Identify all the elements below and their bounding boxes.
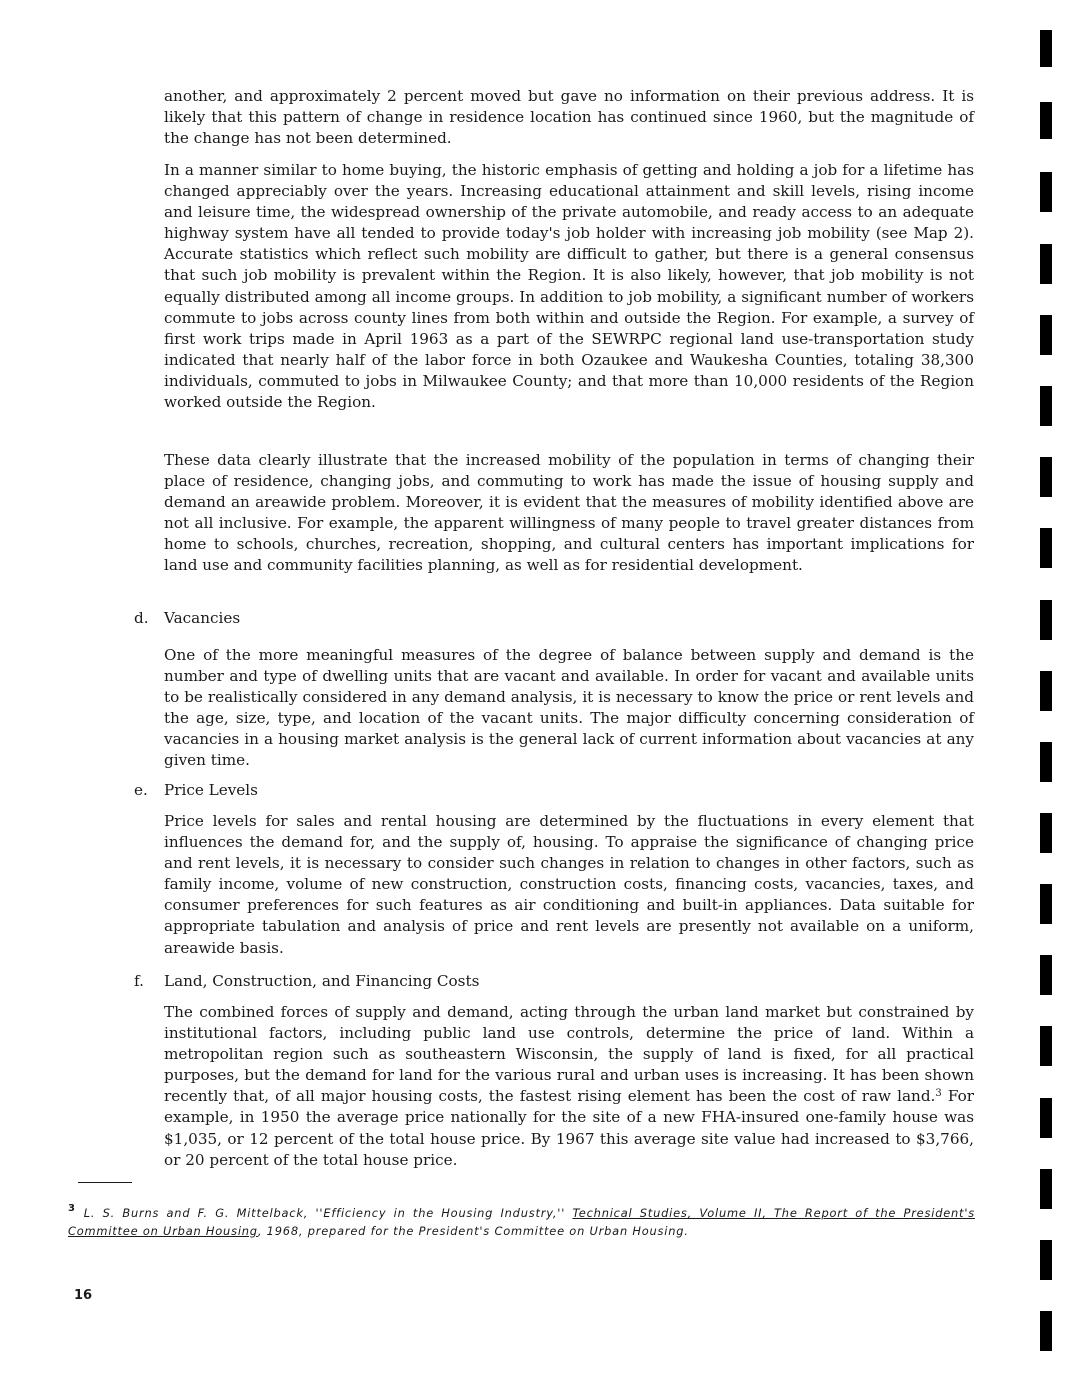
section-title: Land, Construction, and Financing Costs: [164, 972, 480, 990]
section-letter: d.: [134, 609, 149, 627]
scan-mark: [1040, 30, 1052, 67]
scan-mark: [1040, 315, 1052, 355]
page-number: 16: [74, 1288, 93, 1303]
section-heading-price-levels: [134, 780, 258, 801]
land-costs-text-part-1: The combined forces of supply and demand, acting through the urban land market but constrained by institutional factors, including public land use controls, determine the price of land. Within a metropolitan region such as southeastern Wisconsin, the supply of land is fixed, for all practical purposes, but the demand for land for the various rural and urban uses is increasing. It has been shown recently that, of all major housing costs, the fastest rising element has been the cost of raw land.: [164, 1003, 974, 1106]
scan-mark: [1040, 1098, 1052, 1138]
scan-mark: [1040, 742, 1052, 782]
scan-mark: [1040, 457, 1052, 497]
paragraph-land-costs: [164, 1002, 974, 1171]
scan-mark: [1040, 102, 1052, 139]
scan-mark: [1040, 386, 1052, 426]
scan-mark: [1040, 671, 1052, 711]
paragraph-residence-mobility: another, and approximately 2 percent moved but gave no information on their previous address. It is likely that this pattern of change in residence location has continued since 1960, but the magnitude of the change has not been determined.: [164, 87, 974, 148]
land-costs-text-part-2: For example, in 1950 the average price nationally for the site of a new FHA-insured one-family house was $1,035, or 12 percent of the total house price. By 1967 this average site value had increased to $3,766, or 20 percent of the total house price.: [164, 1087, 974, 1169]
scan-mark: [1040, 955, 1052, 995]
footnote-reference: 3: [935, 1088, 942, 1100]
section-title: Price Levels: [164, 781, 258, 799]
section-title: Vacancies: [164, 609, 241, 627]
section-letter: e.: [134, 781, 148, 799]
scan-mark: [1040, 813, 1052, 853]
footnote-number: 3: [68, 1203, 76, 1214]
footnote-text-part-1: L. S. Burns and F. G. Mittelback, ''Efficiency in the Housing Industry,'': [83, 1206, 573, 1220]
paragraph-price-levels: Price levels for sales and rental housing are determined by the fluctuations in every element that influences the demand for, and the supply of, housing. To appraise the significance of changing price and rent levels, it is necessary to consider such changes in relation to changes in other factors, such as family income, volume of new construction, construction costs, financing costs, vacancies, taxes, and consumer preferences for such features as air conditioning and built-in appliances. Data suitable for appropriate tabulation and analysis of price and rent levels are presently not available on a uniform, areawide basis.: [164, 812, 974, 957]
footnote-text-part-2: , 1968, prepared for the President's Committee on Urban Housing.: [257, 1223, 689, 1238]
scan-mark: [1040, 1311, 1052, 1351]
paragraph-areawide-problem: These data clearly illustrate that the increased mobility of the population in terms of changing their place of residence, changing jobs, and commuting to work has made the issue of housing supply and demand an areawide problem. Moreover, it is evident that the measures of mobility identified above are not all inclusive. For example, the apparent willingness of many people to travel greater distances from home to schools, churches, recreation, shopping, and cultural centers has important implications for land use and community facilities planning, as well as for residential development.: [164, 451, 974, 575]
scan-mark: [1040, 528, 1052, 568]
scan-mark: [1040, 1026, 1052, 1066]
scan-mark: [1040, 172, 1052, 212]
section-heading-vacancies: [134, 608, 241, 629]
section-letter: f.: [134, 972, 144, 990]
scan-mark: [1040, 884, 1052, 924]
paragraph-vacancies: One of the more meaningful measures of the degree of balance between supply and demand is the number and type of dwelling units that are vacant and available. In order for vacant and available units to be realistically considered in any demand analysis, it is necessary to know the price or rent levels and the age, size, type, and location of the vacant units. The major difficulty concerning consideration of vacancies in a housing market analysis is the general lack of current information about vacancies at any given time.: [164, 646, 974, 770]
footnote: [68, 1200, 975, 1240]
footnote-separator: [78, 1182, 132, 1183]
scan-mark: [1040, 244, 1052, 284]
scan-mark: [1040, 600, 1052, 640]
scan-mark: [1040, 1169, 1052, 1209]
paragraph-job-mobility: In a manner similar to home buying, the historic emphasis of getting and holding a job for a lifetime has changed appreciably over the years. Increasing educational attainment and skill levels, rising income and leisure time, the widespread ownership of the private automobile, and ready access to an adequate highway system have all tended to provide today's job holder with increasing job mobility (see Map 2). Accurate statistics which reflect such mobility are difficult to gather, but there is a general consensus that such job mobility is prevalent within the Region. It is also likely, however, that job mobility is not equally distributed among all income groups. In addition to job mobility, a significant number of workers commute to jobs across county lines from both within and outside the Region. For example, a survey of first work trips made in April 1963 as a part of the SEWRPC regional land use-transportation study indicated that nearly half of the labor force in both Ozaukee and Waukesha Counties, totaling 38,300 individuals, commuted to jobs in Milwaukee County; and that more than 10,000 residents of the Region worked outside the Region.: [164, 161, 974, 412]
section-heading-land-costs: [134, 971, 480, 992]
footnote-citation-title: Technical Studies, Volume II, The Report of the President's Committee on Urban Housing: [68, 1206, 975, 1238]
scan-mark: [1040, 1240, 1052, 1280]
